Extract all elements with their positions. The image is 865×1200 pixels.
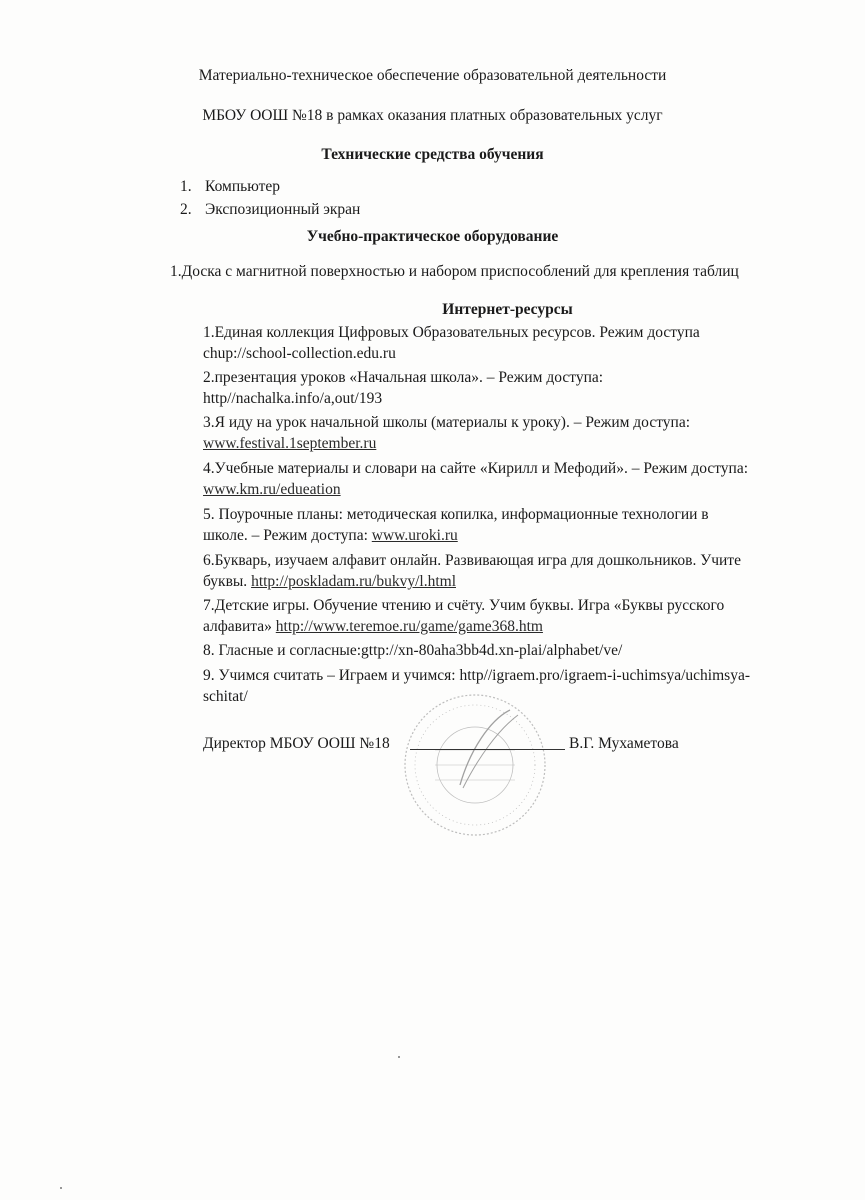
resource-8-text: 8. Гласные и согласные:gttp://xn-80aha3bb4d.xn-plai/alphabet/ve/ — [203, 642, 623, 659]
equipment-item-1: 1.Доска с магнитной поверхностью и набором приспособлений для крепления таблиц — [170, 263, 739, 280]
signature-name: В.Г. Мухаметова — [569, 735, 679, 752]
resource-6-text-continued — [203, 572, 456, 592]
seal-stamp-icon — [400, 690, 550, 840]
technical-item-2: Экспозиционный экран — [205, 201, 361, 218]
resource-5-text-continued — [203, 526, 458, 546]
resource-5-access-label: школе. – Режим доступа: — [203, 527, 372, 544]
document-title-line-1: Материально-техническое обеспечение образовательной деятельности — [198, 67, 667, 84]
scan-speck — [60, 1187, 62, 1189]
resource-5-text: 5. Поурочные планы: методическая копилка, информационные технологии в — [203, 506, 709, 523]
resource-4-text: 4.Учебные материалы и словари на сайте «Кирилл и Мефодий». – Режим доступа: — [203, 460, 749, 477]
resource-9-text-continued: schitat/ — [203, 688, 248, 705]
resource-1-text: 1.Единая коллекция Цифровых Образовательных ресурсов. Режим доступа — [203, 324, 700, 341]
signature-line — [410, 749, 565, 750]
resource-7-text: 7.Детские игры. Обучение чтению и счёту. Учим буквы. Игра «Буквы русского — [203, 597, 725, 614]
resource-6-text: 6.Букварь, изучаем алфавит онлайн. Развивающая игра для дошкольников. Учите — [203, 552, 741, 569]
resource-7-link[interactable]: http://www.teremoe.ru/game/game368.htm — [275, 618, 543, 635]
signature-position: Директор МБОУ ООШ №18 — [203, 735, 390, 752]
technical-heading: Технические средства обучения — [321, 146, 544, 163]
scan-speck — [398, 1056, 400, 1058]
resource-7-text-continued — [203, 617, 543, 637]
technical-item-1: Компьютер — [205, 178, 280, 195]
resource-7-prefix: алфавита» — [203, 618, 276, 635]
document-title-line-2: МБОУ ООШ №18 в рамках оказания платных образовательных услуг — [202, 107, 663, 124]
resource-4-link[interactable]: www.km.ru/edueation — [203, 481, 341, 498]
resource-9-text: 9. Учимся считать – Играем и учимся: http//igraem.pro/igraem-i-uchimsya/uchimsya- — [203, 667, 750, 684]
resource-1-url: chup://school-collection.edu.ru — [203, 345, 396, 362]
technical-item-2-number: 2. — [180, 201, 192, 218]
equipment-heading: Учебно-практическое оборудование — [306, 228, 559, 245]
technical-item-1-number: 1. — [180, 178, 192, 195]
resource-6-prefix: буквы. — [203, 573, 252, 590]
resource-3-link[interactable]: www.festival.1september.ru — [203, 435, 377, 452]
internet-heading: Интернет-ресурсы — [442, 301, 573, 318]
resource-2-url: http//nachalka.info/a,out/193 — [203, 390, 383, 407]
resource-2-text: 2.презентация уроков «Начальная школа». – Режим доступа: — [203, 369, 604, 386]
resource-5-link[interactable]: www.uroki.ru — [371, 527, 458, 544]
resource-3-text: 3.Я иду на урок начальной школы (материалы к уроку). – Режим доступа: — [203, 414, 691, 431]
resource-6-link[interactable]: http://poskladam.ru/bukvy/l.html — [251, 573, 456, 590]
